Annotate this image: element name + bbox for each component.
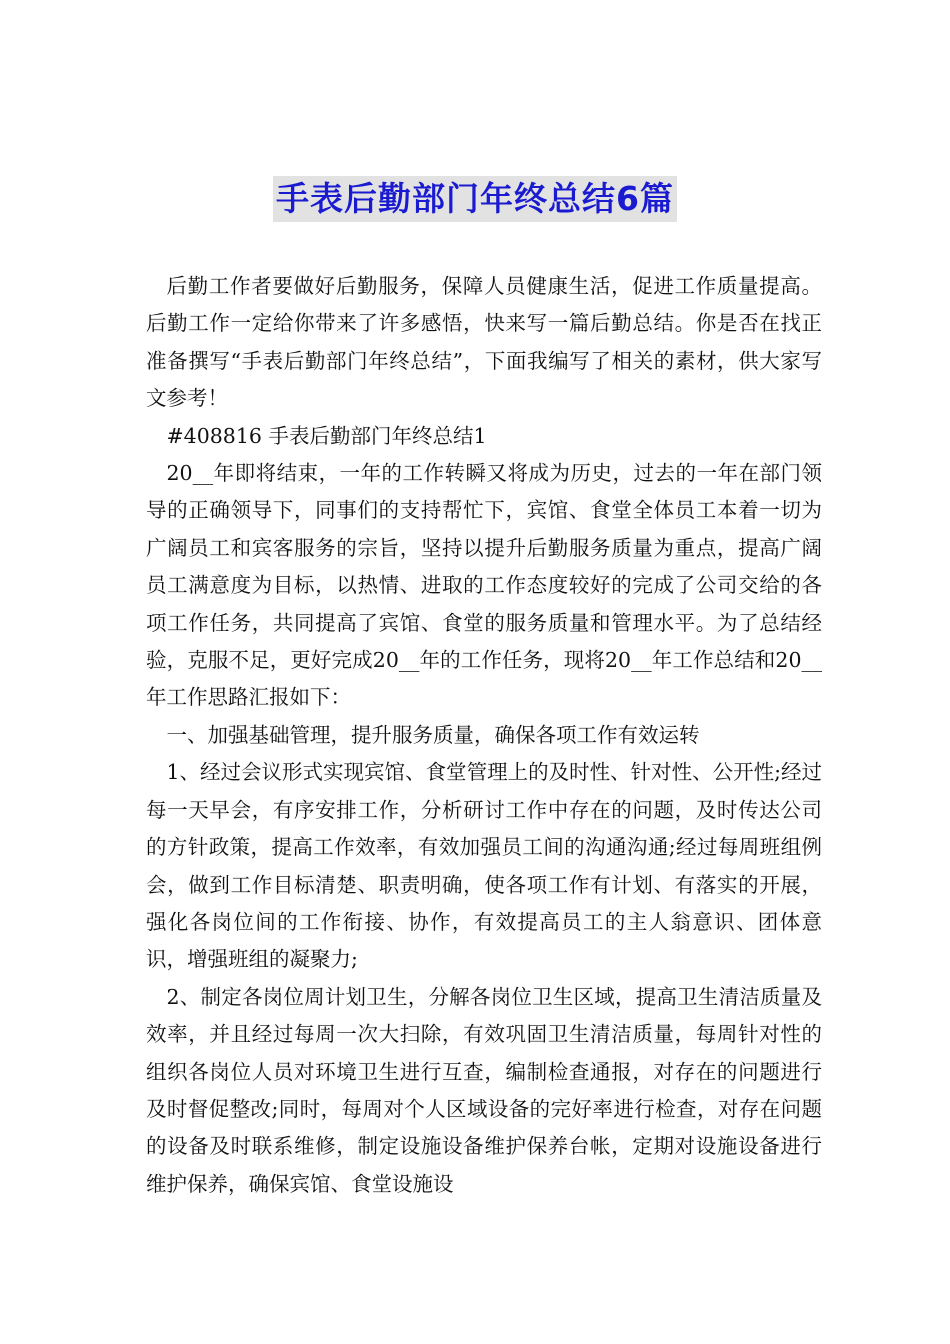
subsection-heading: 一、加强基础管理，提升服务质量，确保各项工作有效运转 bbox=[166, 722, 700, 747]
body-paragraph: 1、经过会议形式实现宾馆、食堂管理上的及时性、针对性、公开性;经过每一天早会，有序安排工作，分析研讨工作中存在的问题，及时传达公司的方针政策，提高工作效率，有效加强员工间的沟通沟通;经过每周班组例会，做到工作目标清楚、职责明确，使各项工作有计划、有落实的开展，强化各岗位间的工作衔接、协作，有效提高员工的主人翁意识、团体意识，增强班组的凝聚力; bbox=[146, 760, 822, 972]
document-body bbox=[146, 268, 822, 1203]
title-container bbox=[0, 176, 950, 222]
intro-paragraph: 后勤工作者要做好后勤服务，保障人员健康生活，促进工作质量提高。后勤工作一定给你带来了许多感悟，快来写一篇后勤总结。你是否在找正准备撰写“手表后勤部门年终总结”，下面我编写了相关的素材，供大家写文参考！ bbox=[146, 274, 822, 411]
body-paragraph: 2、制定各岗位周计划卫生，分解各岗位卫生区域，提高卫生清洁质量及效率，并且经过每周一次大扫除，有效巩固卫生清洁质量，每周针对性的组织各岗位人员对环境卫生进行互查，编制检查通报，对存在的问题进行及时督促整改;同时，每周对个人区域设备的完好率进行检查，对存在问题的设备及时联系维修，制定设施设备维护保养台帐，定期对设施设备进行维护保养，确保宾馆、食堂设施设 bbox=[146, 984, 822, 1196]
document-title: 手表后勤部门年终总结6篇 bbox=[273, 176, 677, 222]
body-paragraph: 20__年即将结束，一年的工作转瞬又将成为历史，过去的一年在部门领导的正确领导下，同事们的支持帮忙下，宾馆、食堂全体员工本着一切为广阔员工和宾客服务的宗旨，坚持以提升后勤服务质量为重点，提高广阔员工满意度为目标，以热情、进取的工作态度较好的完成了公司交给的各项工作任务，共同提高了宾馆、食堂的服务质量和管理水平。为了总结经验，克服不足，更好完成20__年的工作任务，现将20__年工作总结和20__年工作思路汇报如下： bbox=[146, 461, 822, 710]
section-heading: #408816 手表后勤部门年终总结1 bbox=[166, 423, 487, 448]
